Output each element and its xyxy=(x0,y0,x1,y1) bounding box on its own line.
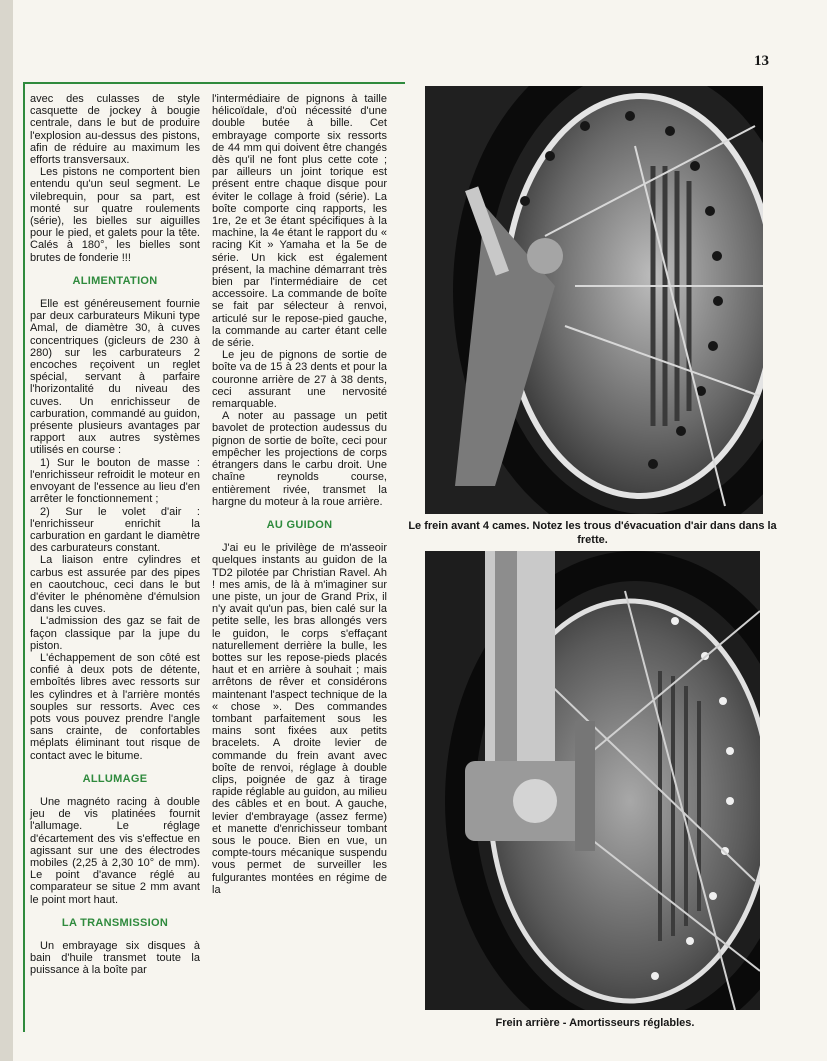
section-heading: ALLUMAGE xyxy=(82,772,148,785)
rear-brake-caption: Frein arrière - Amortisseurs réglables. xyxy=(495,1017,695,1029)
paragraph: A noter au passage un petit bavolet de protection audessus du pignon de sortie de boîte, ceci pour empêcher les projections de corps étrangers dans le carbu droit. Une chaîne reynolds course, entièrement rivée, transmet la hargne du moteur à la roue arrière. xyxy=(212,410,387,508)
paragraph: L'échappement de son côté est confié à deux pots de détente, emboîtés libres avec ressorts sur les cylindres et à l'arrière montés souples sur ressorts. Avec ces pots vous pouvez prendre l'angle sans crainte, de confortables méplats éliminant tout risque de contact avec le bitume. xyxy=(30,651,200,762)
paragraph: l'intermédiaire de pignons à taille hélicoïdale, d'où nécessité d'une double butée à bille. Cet embrayage comporte six ressorts de 44 mm qui doivent être changés dès qu'il ne font plus cette cote ; par ailleurs un joint torique est présent entre chaque disque pour éviter le collage à froid (série). La boîte comporte cinq rapports, les 1re, 2e et 3e étant spécifiques à la machine, la 4e étant le rapport du « racing Kit » Yamaha et la 5e de série. Un kick est également présent, la machine démarrant très bien par l'intermédiaire de cet accessoire. La commande de boîte se fait par sélecteur à renvoi, articulé sur le repose-pied gauche, la commande au carter étant celle de série. xyxy=(212,93,387,350)
paragraph: avec des culasses de style casquette de jockey à bougie centrale, dans le but de produire l'explosion au-dessus des pistons, afin de réduire au maximum les efforts transversaux. xyxy=(30,93,200,167)
paragraph: Une magnéto racing à double jeu de vis platinées fournit l'allumage. Le réglage d'écartement des vis s'effectue en agissant sur une des électrodes mobiles (2,25 à 2,30 10° de mm). Le point d'avance réglé au comparateur se situe 2 mm avant le point mort haut. xyxy=(30,795,200,906)
paragraph: 1) Sur le bouton de masse : l'enrichisseur refroidit le moteur en envoyant de l'essence au lieu d'en arrêter le fonctionnement ; xyxy=(30,456,200,506)
front-brake-photo xyxy=(425,86,763,514)
section-heading: AU GUIDON xyxy=(266,518,333,531)
paragraph: La liaison entre cylindres et carbus est assurée par des pipes en caoutchouc, ceci dans le but d'éviter le phénomène d'émulsion dans les cuves. xyxy=(30,554,200,616)
front-brake-caption: Le frein avant 4 cames. Notez les trous d'évacuation d'air dans dans la frette. xyxy=(408,520,777,546)
paragraph: 2) Sur le volet d'air : l'enrichisseur enrichit la carburation en gardant le diamètre des carburateurs constant. xyxy=(30,505,200,555)
page-edge xyxy=(0,0,13,1061)
paragraph: J'ai eu le privilège de m'asseoir quelques instants au guidon de la TD2 pilotée par Christian Ravel. Ah ! mes amis, de là à m'imaginer sur une piste, un jour de Grand Prix, il n'y avait qu'un pas, bien calé sur la petite selle, les bras allongés vers le guidon, le corps s'effaçant naturellement derrière la bulle, les bottes sur les repose-pieds placés haut et en arrière à souhait ; mais arrêtons de rêver et considérons maintenant l'aspect technique de la « chose ». Des commandes tombant parfaitement sous les mains sont fixées aux petits bracelets. A droite levier de commande du frein avant avec boîte de renvoi, réglage à double clips, poignée de gaz à tirage rapide réglable au guidon, au milieu des câbles et en bout. A gauche, levier d'embrayage (assez ferme) et manette d'enrichisseur tombant sous le pouce. Bien en vue, un compte-tours mécanique suspendu vous permet de surveiller les fulgurantes montées en régime de la xyxy=(212,542,387,896)
article-column-2 xyxy=(212,93,387,896)
paragraph: Les pistons ne comportent bien entendu qu'un seul segment. Le vilebrequin, pour sa part, est monté sur quatre roulements (série), les bielles sur aiguilles pour le pied, et galets pour la tête. Calés à 180°, les bielles sont brutes de fonderie !!! xyxy=(30,166,200,264)
paragraph: Elle est généreusement fournie par deux carburateurs Mikuni type Amal, de diamètre 30, à cuves concentriques (gicleurs de 230 à 280) sur les carburateurs 2 encoches reçoivent un reglet spécial, servant à parfaire l'horizontalité du niveau des cuves. Un enrichisseur de carburation, commandé au guidon, présente plusieurs avantages par rapport aux autres systèmes utilisés en course : xyxy=(30,298,200,457)
paragraph: Un embrayage six disques à bain d'huile transmet toute la puissance à la boîte par xyxy=(30,940,200,977)
rear-brake-photo xyxy=(425,551,760,1010)
section-heading: ALIMENTATION xyxy=(72,274,158,287)
paragraph: L'admission des gaz se fait de façon classique par la jupe du piston. xyxy=(30,615,200,652)
paragraph: Le jeu de pignons de sortie de boîte va de 15 à 23 dents et pour la couronne arrière de 27 à 38 dents, ceci assurant une nervosité remarquable. xyxy=(212,349,387,411)
page-number: 13 xyxy=(754,53,769,69)
article-column-1 xyxy=(30,93,200,977)
section-heading: LA TRANSMISSION xyxy=(61,916,169,929)
